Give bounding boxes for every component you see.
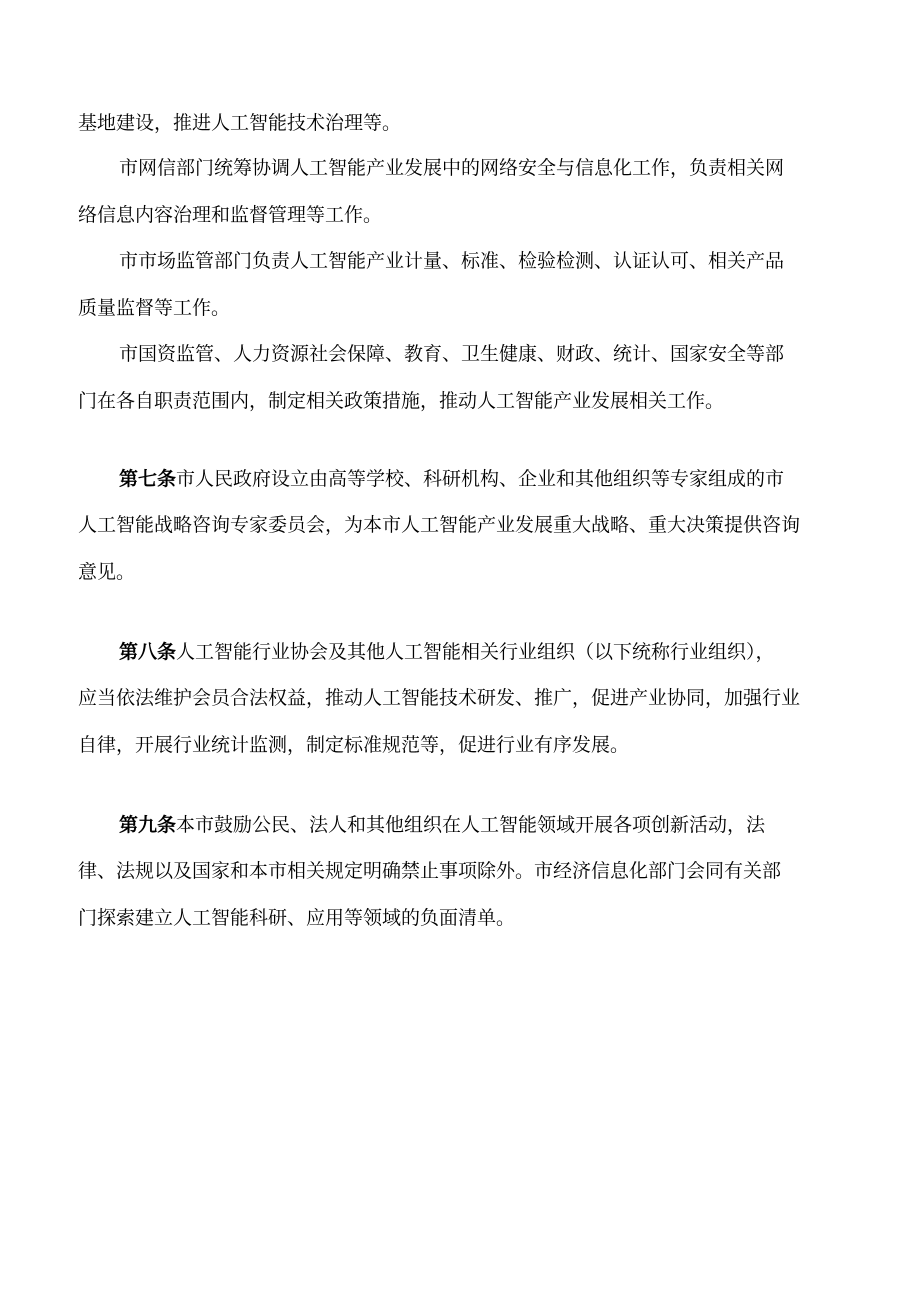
text-line: 人工智能战略咨询专家委员会，为本市人工智能产业发展重大战略、重大决策提供咨询	[78, 514, 801, 536]
text-line: 门探索建立人工智能科研、应用等领域的负面清单。	[78, 907, 516, 929]
article-8-text: 人工智能行业协会及其他人工智能相关行业组织（以下统称行业组织），	[176, 641, 775, 663]
text-line: 市网信部门统筹协调人工智能产业发展中的网络安全与信息化工作，负责相关网	[119, 157, 785, 179]
article-7-text: 市人民政府设立由高等学校、科研机构、企业和其他组织等专家组成的市	[176, 468, 785, 490]
text-line: 应当依法维护会员合法权益，推动人工智能技术研发、推广，促进产业协同，加强行业	[78, 687, 801, 709]
text-line: 市市场监管部门负责人工智能产业计量、标准、检验检测、认证认可、相关产品	[119, 250, 785, 272]
article-8-number: 第八条	[119, 641, 177, 663]
text-line: 络信息内容治理和监督管理等工作。	[78, 204, 383, 226]
text-line: 质量监督等工作。	[78, 297, 231, 319]
text-line: 基地建设，推进人工智能技术治理等。	[78, 112, 402, 134]
article-7-number: 第七条	[119, 468, 177, 490]
article-9-first-line	[119, 813, 838, 837]
article-9-number: 第九条	[119, 814, 177, 836]
text-line: 市国资监管、人力资源社会保障、教育、卫生健康、财政、统计、国家安全等部	[119, 343, 785, 365]
article-7-first-line	[119, 467, 838, 491]
article-9-text: 本市鼓励公民、法人和其他组织在人工智能领域开展各项创新活动，法	[176, 814, 766, 836]
text-line: 门在各自职责范围内，制定相关政策措施，推动人工智能产业发展相关工作。	[78, 390, 725, 412]
text-line: 意见。	[78, 561, 136, 583]
text-line: 自律，开展行业统计监测，制定标准规范等，促进行业有序发展。	[78, 734, 630, 756]
article-8-first-line	[119, 640, 838, 664]
text-line: 律、法规以及国家和本市相关规定明确禁止事项除外。市经济信息化部门会同有关部	[78, 860, 782, 882]
